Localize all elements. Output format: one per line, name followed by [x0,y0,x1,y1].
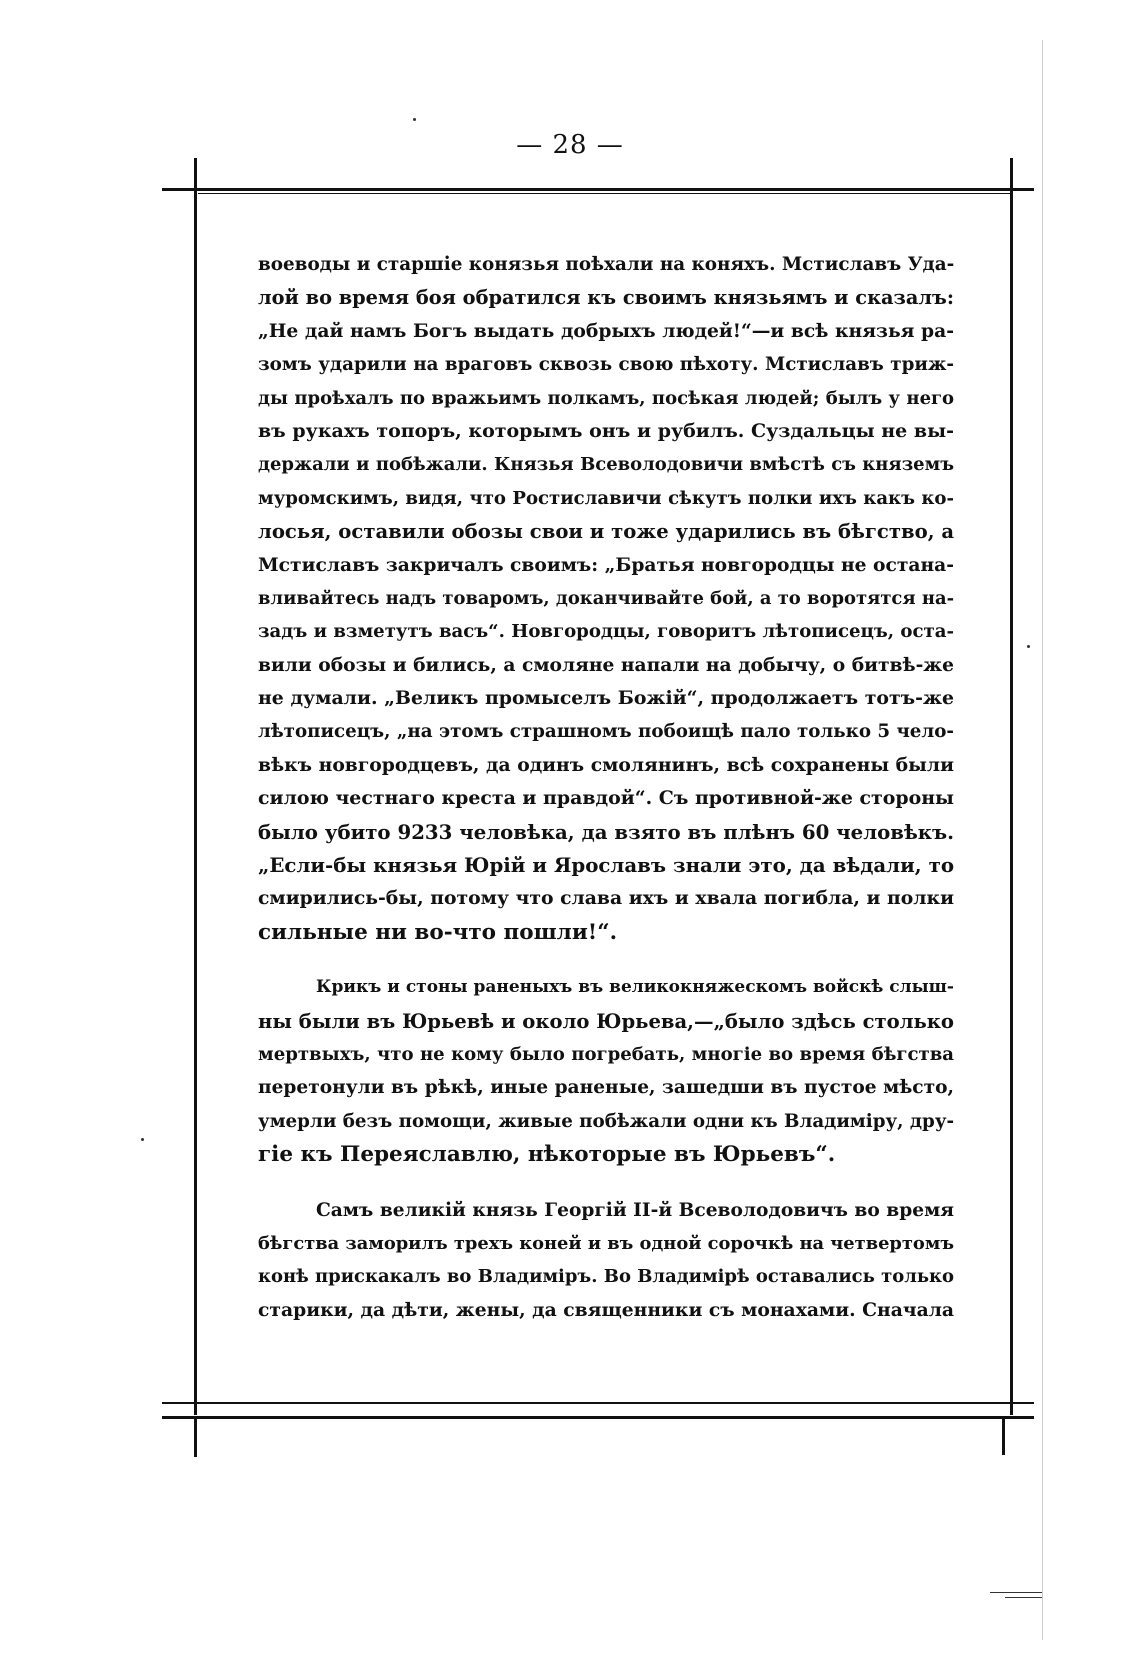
text-line: въ рукахъ топоръ, которымъ онъ и рубилъ. Суздальцы не вы- [258,419,954,442]
text-line: воеводы и старшіе конязья поѣхали на коняхъ. Мстиславъ Уда- [258,254,955,275]
text-line: гіе къ Переяславлю, нѣкоторые въ Юрьевъ“. [258,1142,836,1168]
speck [413,118,416,121]
frame-top-rule-inner [198,193,1010,194]
body-text [258,248,954,1327]
paragraph-2 [258,971,954,1171]
text-line: ды проѣхалъ по вражьимъ полкамъ, посѣкая людей; былъ у него [258,387,954,409]
speck [1027,645,1030,648]
frame-bottom-rule-lower [162,1416,1034,1419]
page-edge-bottom-mark-2 [1005,1597,1042,1598]
paragraph-3 [258,1194,954,1328]
frame-right-stub-bottom [1002,1419,1005,1455]
text-line: старики, да дѣти, жены, да священники съ монахами. Сначала [258,1298,955,1321]
text-line: лѣтописецъ, „на этомъ страшномъ побоищѣ пало только 5 чело- [258,721,954,743]
text-line: Крикъ и стоны раненыхъ въ великокняжескомъ войскѣ слыш- [316,977,954,998]
text-line: зомъ ударили на враговъ сквозь свою пѣхоту. Мстиславъ триж- [258,354,954,376]
frame-right-rule [1010,158,1013,1415]
text-line: не думали. „Великъ промыселъ Божій“, продолжаетъ тотъ-же [258,687,954,710]
text-line: Мстиславъ закричалъ своимъ: „Братья новгородцы не остана- [258,553,955,576]
text-line: муромскимъ, видя, что Ростиславичи сѣкутъ полки ихъ какъ ко- [258,487,954,509]
text-line: лой во время боя обратился къ своимъ князьямъ и сказалъ: [258,286,954,310]
text-line: вѣкъ новгородцевъ, да одинъ смолянинъ, всѣ сохранены были [258,753,954,776]
text-line: задъ и взметутъ васъ“. Новгородцы, говоритъ лѣтописецъ, оста- [258,621,954,643]
page-number: — 28 — [516,130,624,160]
speck [141,1138,144,1141]
text-line: Самъ великій князь Георгій II-й Всеволодовичъ во время [316,1199,954,1221]
page-edge-line [1042,40,1043,1640]
paragraph-1 [258,248,954,949]
text-line: бѣгства заморилъ трехъ коней и въ одной сорочкѣ на четвертомъ [258,1232,954,1254]
text-line: „Если-бы князья Юрій и Ярославъ знали это, да вѣдали, то [258,853,954,878]
text-line: силою честнаго креста и правдой“. Съ противной-же стороны [258,787,954,810]
text-line: перетонули въ рѣкѣ, иные раненые, зашедши въ пустое мѣсто, [258,1077,954,1099]
text-line: вили обозы и бились, а смоляне напали на добычу, о битвѣ-же [258,653,954,676]
frame-left-rule [194,158,197,1415]
text-line: конѣ прискакалъ во Владиміръ. Во Владимірѣ оставались только [258,1266,954,1288]
frame-left-stub-bottom [194,1419,197,1457]
text-line: „Не дай намъ Богъ выдать добрыхъ людей!“—и всѣ князья ра- [258,319,954,342]
frame-top-rule [162,188,1034,191]
frame-bottom-rule [162,1402,1034,1404]
text-line: было убито 9233 человѣка, да взято въ плѣнъ 60 человѣкъ. [258,819,954,844]
text-line: умерли безъ помощи, живые побѣжали одни къ Владиміру, дру- [258,1110,955,1132]
text-line: сильные ни во-что пошли!“. [258,919,618,945]
text-line: держали и побѣжали. Князья Всеволодовичи вмѣстѣ съ княземъ [258,454,954,476]
text-line: смирились-бы, потому что слава ихъ и хвала погибла, и полки [258,887,954,910]
text-line: вливайтесь надъ товаромъ, доканчивайте бой, а то воротятся на- [258,587,955,609]
text-line: мертвыхъ, что не кому было погребать, многіе во время бѣгства [258,1043,954,1065]
text-line: лосья, оставили обозы свои и тоже ударились въ бѣгство, а [258,520,955,544]
page-edge-bottom-mark [990,1592,1042,1593]
text-line: ны были въ Юрьевѣ и около Юрьева,—„было здѣсь столько [258,1009,954,1033]
